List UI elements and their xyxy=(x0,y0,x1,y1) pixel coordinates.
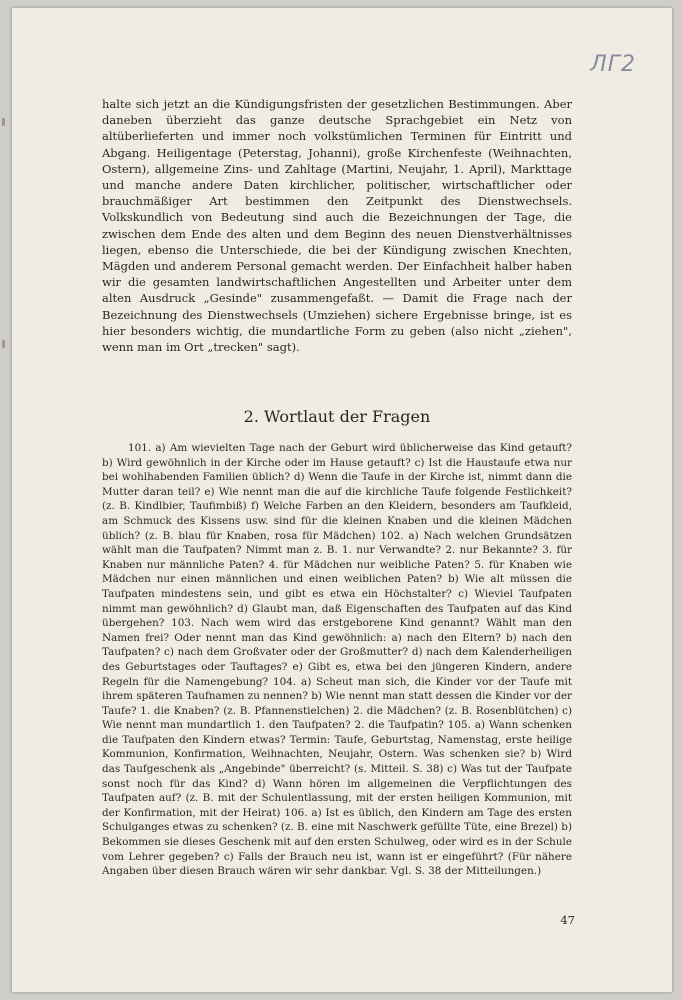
section-heading: 2. Wortlaut der Fragen xyxy=(243,407,431,426)
book-page xyxy=(12,8,672,992)
body-paragraph-1: halte sich jetzt an die Kündigungsfristen der gesetzlichen Bestimmungen. Aber daneben überzieht das ganze deutsche Sprachgebiet ein Netz von altüberlieferten und immer noch volkstümlichen Terminen für Eintritt und Abgang. Heiligentage (Peterstag, Johanni), große Kirchenfeste (Weihnachten, Ostern), allgemeine Zins- und Zahltage (Martini, Neujahr, 1. April), Markttage und manche andere Daten kirchlicher, politischer, wirtschaftlicher oder brauchmäßiger Art bestimmen den Zeitpunkt des Dienstwechsels. Volkskundlich von Bedeutung sind auch die Bezeichnungen der Tage, die zwischen dem Ende des alten und dem Beginn des neuen Dienstverhältnisses liegen, ebenso die Unterschiede, die bei der Kündigung zwischen Knechten, Mägden und anderem Personal gemacht werden. Der Einfachheit halber haben wir die gesamten landwirtschaftlichen Angestellten und Arbeiter unter dem alten Ausdruck „Gesinde" zusammengefaßt. — Damit die Frage nach der Bezeichnung des Dienstwechsels (Umziehen) sichere Ergebnisse bringe, ist es hier besonders wichtig, die mundartliche Form zu geben (also nicht „ziehen", wenn man im Ort „trecken" sagt). xyxy=(102,97,572,355)
questions-paragraph: 101. a) Am wievielten Tage nach der Geburt wird üblicherweise das Kind getauft? b) Wird gewöhnlich in der Kirche oder im Hause getauft? c) Ist die Haustaufe etwa nur bei wohlhabenden Familien üblich? d) Wenn die Taufe in der Kirche ist, nimmt dann die Mutter daran teil? e) Wie nennt man die auf die kirchliche Taufe folgende Festlichkeit? (z. B. Kindlbier, Taufimbiß) f) Welche Farben an den Kleidern, besonders am Taufkleid, am Schmuck des Kissens usw. sind für die kleinen Knaben und die kleinen Mädchen üblich? (z. B. blau für Knaben, rosa für Mädchen) 102. a) Nach welchen Grundsätzen wählt man die Taufpaten? Nimmt man z. B. 1. nur Verwandte? 2. nur Bekannte? 3. für Knaben nur männliche Paten? 4. für Mädchen nur weibliche Paten? 5. für Knaben wie Mädchen nur einen männlichen und einen weiblichen Paten? b) Wie alt müssen die Taufpaten mindestens sein, und gibt es etwa ein Höchstalter? c) Wieviel Taufpaten nimmt man gewöhnlich? d) Glaubt man, daß Eigenschaften des Taufpaten auf das Kind übergehen? 103. Nach wem wird das erstgeborene Kind genannt? Wählt man den Namen frei? Oder nennt man das Kind gewöhnlich: a) nach den Eltern? b) nach den Taufpaten? c) nach dem Großvater oder der Großmutter? d) nach dem Kalenderheiligen des Geburtstages oder Tauftages? e) Gibt es, etwa bei den jüngeren Kindern, andere Regeln für die Namengebung? 104. a) Scheut man sich, die Kinder vor der Taufe mit ihrem späteren Taufnamen zu nennen? b) Wie nennt man statt dessen die Kinder vor der Taufe? 1. die Knaben? (z. B. Pfannenstielchen) 2. die Mädchen? (z. B. Rosenblütchen) c) Wie nennt man mundartlich 1. den Taufpaten? 2. die Taufpatin? 105. a) Wann schenken die Taufpaten den Kindern etwas? Termin: Taufe, Geburtstag, Namenstag, erste heilige Kommunion, Konfirmation, Weihnachten, Neujahr, Ostern. Was schenken sie? b) Wird das Taufgeschenk als „Angebinde" überreicht? (s. Mitteil. S. 38) c) Was tut der Taufpate sonst noch für das Kind? d) Wann hören im allgemeinen die Verpflichtungen des Taufpaten auf? (z. B. mit der Schulentlassung, mit der ersten heiligen Kommunion, mit der Konfirmation, mit der Heirat) 106. a) Ist es üblich, den Kindern am Tage des ersten Schulganges etwas zu schenken? (z. B. eine mit Naschwerk gefüllte Tüte, eine Brezel) b) Bekommen sie dieses Geschenk mit auf den ersten Schulweg, oder wird es in der Schule vom Lehrer gegeben? c) Falls der Brauch neu ist, wann ist er eingeführt? (Für nähere Angaben über diesen Brauch wären wir sehr dankbar. Vgl. S. 38 der Mitteilungen.) xyxy=(102,442,572,878)
binding-hole-icon xyxy=(2,340,5,348)
binding-hole-icon xyxy=(2,118,5,126)
page-number: 47 xyxy=(560,913,575,927)
handwritten-page-mark: ЛГ2 xyxy=(590,52,636,77)
